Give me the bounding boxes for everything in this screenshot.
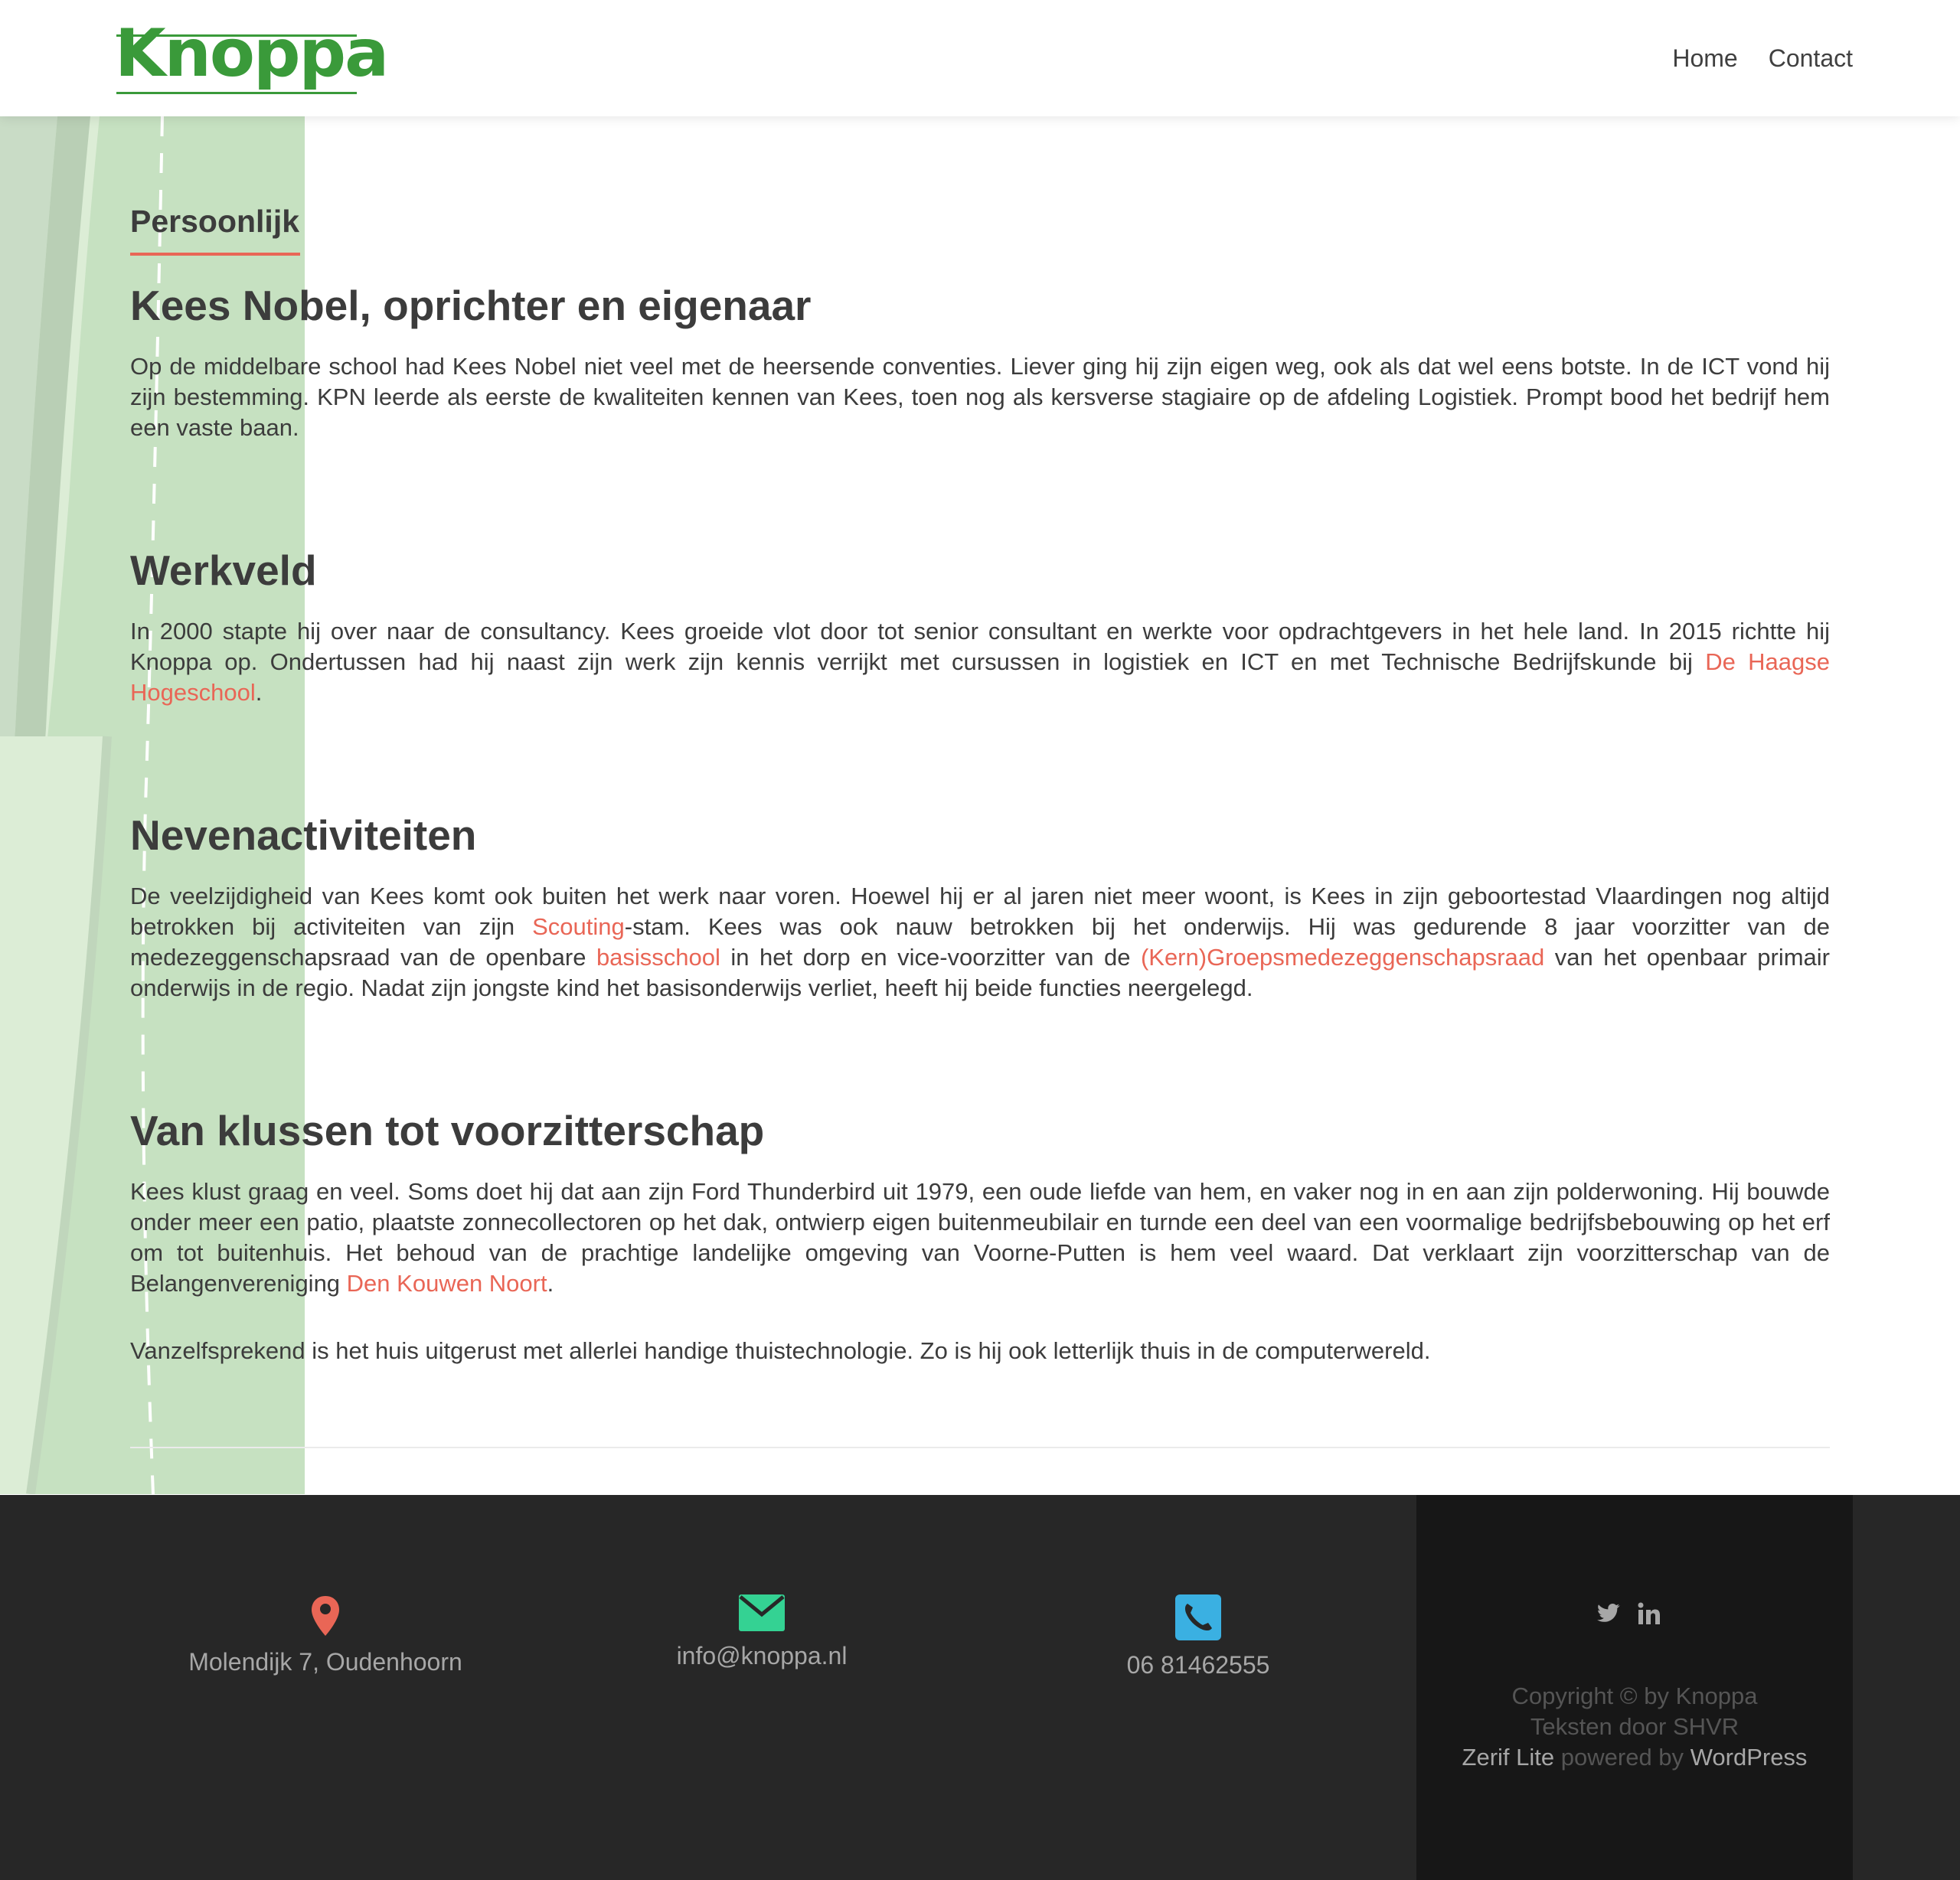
linkedin-icon <box>1638 1602 1661 1625</box>
logo-text: Knoppa <box>115 15 388 92</box>
credits-line: Teksten door SHVR <box>1530 1713 1740 1740</box>
nav-home-link[interactable]: Home <box>1672 44 1738 72</box>
phone-icon <box>1175 1594 1221 1640</box>
link-haagse-hogeschool[interactable]: De Haagse Hogeschool <box>130 648 1830 706</box>
footer-email <box>601 1594 923 1670</box>
link-groepsmedezeggenschapsraad[interactable]: (Kern)Groepsmedezeggenschapsraad <box>1140 944 1545 971</box>
copyright-line: Copyright © by Knoppa <box>1511 1683 1758 1709</box>
section-label: Persoonlijk <box>130 204 300 239</box>
paragraph-intro: Op de middelbare school had Kees Nobel niet veel met de heersende conventies. Liever ging hij zijn eigen weg, ook als dat wel eens botste. In de ICT vond hij zijn bestemming. KPN leerde als eerste de kwaliteiten kennen van Kees, toen nog als kersverse stagiaire op de afdeling Logistiek. Prompt bood het bedrijf hem een vaste baan. <box>130 353 1830 441</box>
social-links <box>1596 1602 1661 1629</box>
linkedin-link[interactable] <box>1638 1602 1661 1629</box>
footer-phone <box>1037 1594 1359 1679</box>
email-link[interactable]: info@knoppa.nl <box>676 1642 848 1669</box>
twitter-icon <box>1596 1603 1621 1624</box>
link-den-kouwen-noort[interactable]: Den Kouwen Noort <box>346 1270 547 1297</box>
footer-address <box>165 1594 486 1676</box>
site-header <box>0 0 1960 116</box>
wordpress-link[interactable]: WordPress <box>1690 1744 1808 1771</box>
main-nav <box>1672 40 1853 77</box>
nav-contact-link[interactable]: Contact <box>1768 44 1853 72</box>
paragraph-nevenactiviteiten: De veelzijdigheid van Kees komt ook buiten het werk naar voren. Hoewel hij er al jaren niet meer woont, is Kees in zijn geboortestad Vlaardingen nog altijd betrokken bij activiteiten van zijn Scouting-stam. Kees was ook nauw betrokken bij het onderwijs. Hij was gedurende 8 jaar voorzitter van de medezeggenschapsraad van de openbare basisschool in het dorp en vice-voorzitter van de (Kern)Groepsmedezeggenschapsraad van het openbaar primair onderwijs in de regio. Nadat zijn jongste kind het basisonderwijs verliet, heeft hij beide functies neergelegd. <box>130 883 1830 1001</box>
copyright-block <box>1416 1681 1853 1773</box>
zerif-lite-link[interactable]: Zerif Lite <box>1462 1744 1555 1771</box>
link-scouting[interactable]: Scouting <box>532 913 625 940</box>
section-label-underline <box>130 253 300 256</box>
paragraph-klussen: Kees klust graag en veel. Soms doet hij dat aan zijn Ford Thunderbird uit 1979, een oude liefde van hem, en vaker nog in en aan zijn polderwoning. Hij bouwde onder meer een patio, plaatste zonnecollectoren op het dak, ontwierp eigen buitenmeubilair en turnde een deel van een voormalige bedrijfsbebouwing op het erf om tot buitenhuis. Het behoud van de prachtige landelijke omgeving van Voorne-Putten is hem veel waard. Dat verklaart zijn voorzitterschap van de Belangenvereniging Den Kouwen Noort. <box>130 1178 1830 1297</box>
link-basisschool[interactable]: basisschool <box>596 944 720 971</box>
site-footer <box>0 1495 1960 1880</box>
twitter-link[interactable] <box>1596 1603 1621 1628</box>
paragraph-werkveld: In 2000 stapte hij over naar de consultancy. Kees groeide vlot door tot senior consultant en werkte voor opdrachtgevers in het hele land. In 2015 richtte hij Knoppa op. Ondertussen had hij naast zijn werk zijn kennis verrijkt met cursussen in logistiek en ICT en met Technische Bedrijfskunde bij De Haagse Hogeschool. <box>130 618 1830 706</box>
heading-werkveld: Werkveld <box>130 547 317 594</box>
theme-credits: Zerif Lite powered by WordPress <box>1462 1744 1808 1771</box>
map-pin-icon <box>310 1594 341 1637</box>
content-divider <box>130 1447 1830 1448</box>
envelope-icon <box>739 1594 785 1631</box>
address-text: Molendijk 7, Oudenhoorn <box>188 1648 462 1676</box>
logo-bottom-line <box>116 92 357 94</box>
heading-kees-nobel: Kees Nobel, oprichter en eigenaar <box>130 282 812 329</box>
site-logo[interactable] <box>115 15 388 98</box>
heading-klussen: Van klussen tot voorzitterschap <box>130 1107 765 1154</box>
heading-nevenactiviteiten: Nevenactiviteiten <box>130 811 477 859</box>
phone-text: 06 81462555 <box>1126 1651 1270 1679</box>
paragraph-thuistechnologie: Vanzelfsprekend is het huis uitgerust met allerlei handige thuistechnologie. Zo is hij ook letterlijk thuis in de computerwereld. <box>130 1337 1431 1364</box>
